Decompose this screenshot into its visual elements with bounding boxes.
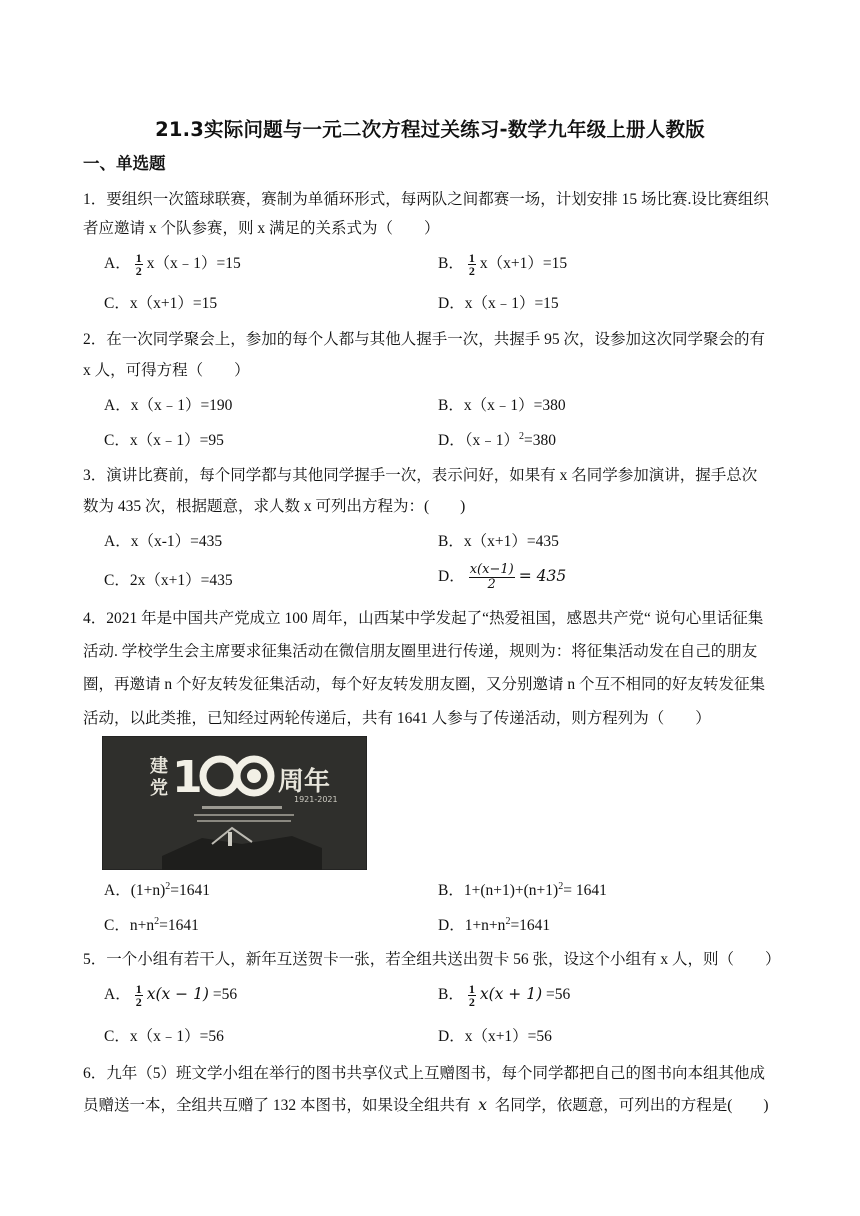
- q2-stem-line-2: x 人，可得方程（ ）: [83, 362, 250, 379]
- q5-stem-line-1: 5．一个小组有若干人，新年互送贺卡一张，若全组共送出贺卡 56 张，设这个小组有 x 人，则（ ）: [83, 951, 781, 968]
- q3-stem-line-1: 3．演讲比赛前，每个同学都与其他同学握手一次，表示问好，如果有 x 名同学参加演讲，握手总次: [83, 467, 758, 484]
- fraction: $\frac{1}{2}$: [468, 250, 475, 278]
- q4-option-a: A．$(1+n)^2=1641$: [104, 880, 211, 899]
- image-text-left-top: 建: [150, 756, 168, 777]
- q3-option-a: A．x（x-1）=435: [104, 533, 223, 550]
- party-centenary-image: [102, 736, 367, 870]
- image-text-right: 周年: [278, 767, 331, 797]
- q5-option-c: C．x（x﹣1）=56: [104, 1028, 224, 1045]
- q4-stem-line-3: 圈，再邀请 n 个好友转发征集活动，每个好友转发朋友圈，又分别邀请 n 个互不相同的好友转发征集: [83, 676, 766, 693]
- q4-option-c: C．$n+n^2=1641$: [104, 915, 199, 934]
- q3-stem-line-2: 数为 435 次，根据题意，求人数 x 可列出方程为：( ): [83, 498, 466, 515]
- q2-stem-line-1: 2．在一次同学聚会上，参加的每个人都与其他人握手一次，共握手 95 次，设参加这次同学聚会的有: [83, 331, 766, 348]
- q6-stem-line-2: 员赠送一本，全组共互赠了 132 本图书，如果设全组共有 x 名同学，依题意，可列出的方程是( ): [83, 1096, 769, 1114]
- q1-option-d: D．x（x﹣1）=15: [438, 295, 559, 312]
- q2-option-d: D．（x﹣1）$^2$=380: [438, 430, 556, 449]
- q2-option-b: B．x（x﹣1）=380: [438, 397, 566, 414]
- q1-stem-line-1: 1．要组织一次篮球联赛，赛制为单循环形式，每两队之间都赛一场，计划安排 15 场比赛.设比赛组织: [83, 191, 769, 208]
- image-years: 1921-2021: [294, 795, 338, 804]
- q5-option-b: B． $\frac{1}{2}$ x(x + 1) =56: [438, 981, 571, 1009]
- fraction: $\frac{1}{2}$: [468, 981, 475, 1009]
- fraction: $\frac{1}{2}$: [135, 250, 142, 278]
- q4-stem-line-2: 活动. 学校学生会主席要求征集活动在微信朋友圈里进行传递，规则为：将征集活动发在自己的朋友: [83, 643, 758, 660]
- image-text-100: 1: [172, 752, 203, 803]
- q4-stem-line-4: 活动，以此类推，已知经过两轮传递后，共有 1641 人参与了传递活动，则方程列为（ ）: [83, 710, 711, 727]
- q3-option-b: B．x（x+1）=435: [438, 533, 559, 550]
- fraction: $\frac{x(x-1)}{2}$: [469, 562, 514, 592]
- q2-option-a: A．x（x﹣1）=190: [104, 397, 233, 414]
- q6-stem-line-1: 6．九年（5）班文学小组在举行的图书共享仪式上互赠图书，每个同学都把自己的图书向本组其他成: [83, 1065, 766, 1082]
- image-text-left-bottom: 党: [150, 778, 168, 799]
- section-heading: 一、单选题: [83, 154, 166, 173]
- image-graphic: [102, 736, 367, 870]
- q4-option-d: D．$1+n+n^2=1641$: [438, 915, 551, 934]
- q5-option-d: D．x（x+1）=56: [438, 1028, 552, 1045]
- q1-option-c: C．x（x+1）=15: [104, 295, 218, 312]
- q3-option-c: C．2x（x+1）=435: [104, 572, 233, 589]
- q3-option-d: D． $\frac{x(x-1)}{2}$ = 435: [438, 562, 567, 592]
- q1-stem-line-2: 者应邀请 x 个队参赛，则 x 满足的关系式为（ ）: [83, 220, 440, 237]
- q4-stem-line-1: 4．2021 年是中国共产党成立 100 周年，山西某中学发起了“热爱祖国，感恩共产党“ 说句心里话征集: [83, 610, 764, 627]
- q4-option-b: B．$1+(n+1)+(n+1)^2= 1641$: [438, 880, 607, 899]
- q1-option-a: A． $\frac{1}{2}$ x（x﹣1）=15: [104, 250, 241, 278]
- q5-option-a: A． $\frac{1}{2}$ x(x − 1) =56: [104, 981, 238, 1009]
- fraction: $\frac{1}{2}$: [135, 981, 142, 1009]
- q2-option-c: C．x（x﹣1）=95: [104, 432, 224, 449]
- q1-option-b: B． $\frac{1}{2}$ x（x+1）=15: [438, 250, 568, 278]
- page-title: 21.3实际问题与一元二次方程过关练习-数学九年级上册人教版: [155, 118, 705, 141]
